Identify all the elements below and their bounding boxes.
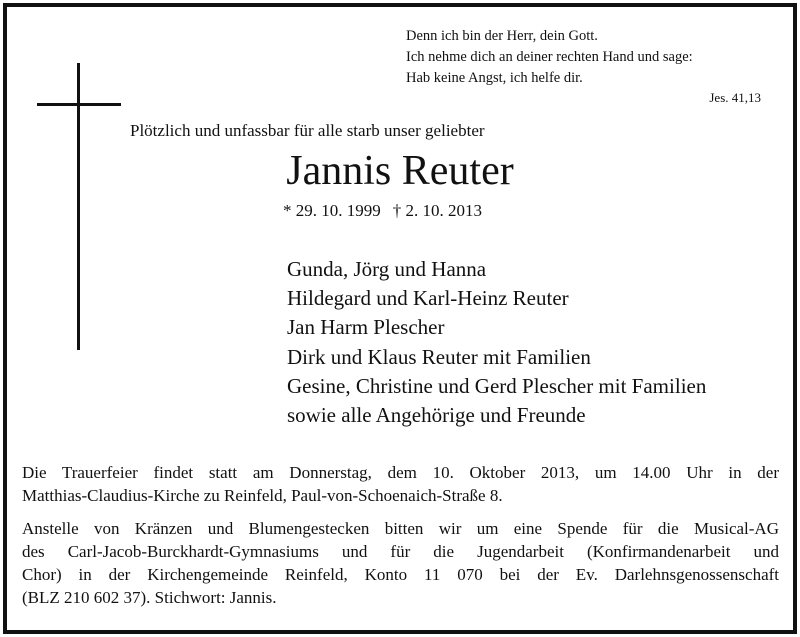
- mourner-line: Hildegard und Karl-Heinz Reuter: [287, 286, 569, 311]
- cross-icon-bar: [37, 103, 121, 106]
- funeral-notice-line: Matthias-Claudius-Kirche zu Reinfeld, Paul-von-Schoenaich-Straße 8.: [22, 486, 503, 505]
- funeral-notice: [22, 461, 779, 507]
- donation-notice-line: des Carl-Jacob-Burckhardt-Gymnasiums und für die Jugendarbeit (Konfirmandenarbeit und: [22, 542, 779, 561]
- verse-line: Denn ich bin der Herr, dein Gott.: [406, 28, 598, 44]
- mourner-line: Gunda, Jörg und Hanna: [287, 257, 487, 281]
- mourner-line: sowie alle Angehörige und Freunde: [287, 403, 586, 428]
- bible-verse: [406, 26, 786, 89]
- mourner-line: Jan Harm Plescher: [287, 315, 445, 340]
- donation-notice-line: Chor) in der Kirchengemeinde Reinfeld, Konto 11 070 bei der Ev. Darlehnsgenossenschaft: [22, 565, 779, 584]
- death-date: † 2. 10. 2013: [392, 201, 482, 220]
- mourner-line: Dirk und Klaus Reuter mit Familien: [287, 344, 591, 369]
- verse-line: Ich nehme dich an deiner rechten Hand und sage:: [406, 49, 693, 65]
- donation-notice-line: (BLZ 210 602 37). Stichwort: Jannis.: [22, 588, 277, 607]
- donation-notice: [22, 517, 779, 609]
- cross-icon: [77, 63, 80, 350]
- mourners-list: [287, 255, 787, 430]
- funeral-notice-line: Die Trauerfeier findet statt am Donnerstag, dem 10. Oktober 2013, um 14.00 Uhr in der: [22, 463, 779, 482]
- donation-notice-line: Anstelle von Kränzen und Blumengestecken bitten wir um eine Spende für die Musical-AG: [22, 519, 779, 538]
- verse-reference: Jes. 41,13: [709, 90, 761, 105]
- life-dates: [283, 200, 583, 222]
- intro-text: Plötzlich und unfassbar für alle starb unser geliebter: [130, 121, 485, 140]
- birth-date: * 29. 10. 1999: [283, 201, 381, 220]
- mourner-line: Gesine, Christine und Gerd Plescher mit Familien: [287, 373, 707, 398]
- verse-line: Hab keine Angst, ich helfe dir.: [406, 70, 583, 86]
- deceased-name: Jannis Reuter: [286, 148, 514, 194]
